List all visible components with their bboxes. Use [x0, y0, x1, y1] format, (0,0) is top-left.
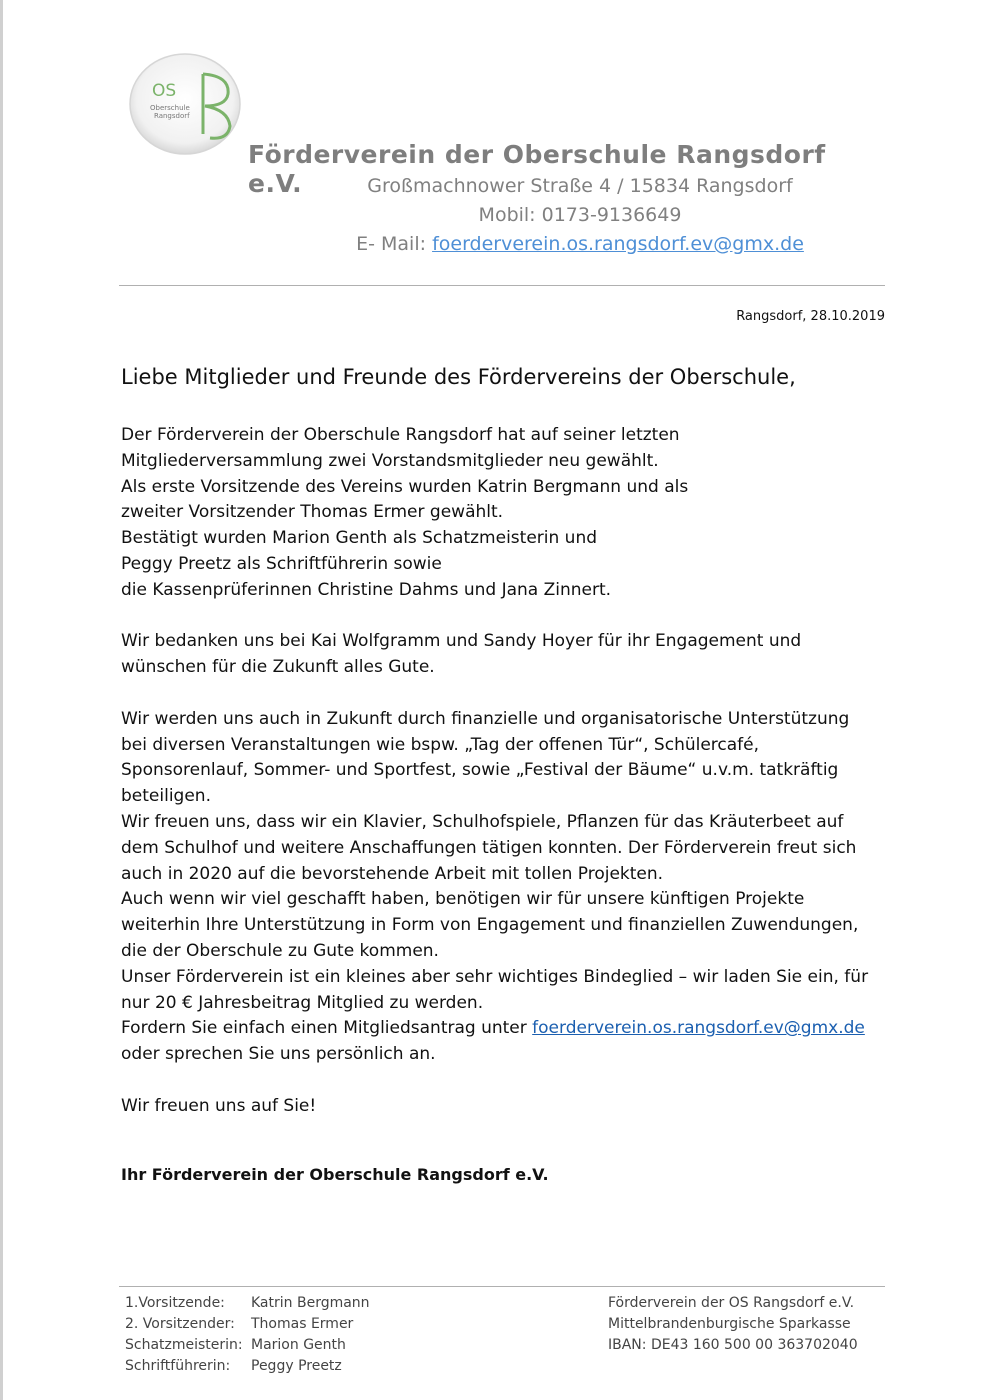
body-email-link[interactable]: foerderverein.os.rangsdorf.ev@gmx.de — [532, 1018, 865, 1039]
text-line: Sponsorenlauf, Sommer- und Sportfest, sowie „Festival der Bäume“ u.v.m. tatkräftig — [121, 760, 839, 781]
text-line: zweiter Vorsitzender Thomas Ermer gewählt. — [121, 502, 504, 523]
bank-details — [608, 1293, 858, 1356]
text-line: Als erste Vorsitzende des Vereins wurden Katrin Bergmann und als — [121, 476, 689, 497]
page-edge — [0, 0, 3, 1400]
board-name: Marion Genth — [251, 1337, 346, 1353]
header-email-link[interactable]: foerderverein.os.rangsdorf.ev@gmx.de — [432, 233, 804, 255]
text-line: bei diversen Veranstaltungen wie bspw. „Tag der offenen Tür“, Schülercafé, — [121, 734, 760, 755]
text-line: nur 20 € Jahresbeitrag Mitglied zu werden. — [121, 992, 484, 1013]
bank-line: Mittelbrandenburgische Sparkasse — [608, 1316, 851, 1332]
text-line: wünschen für die Zukunft alles Gute. — [121, 657, 435, 678]
letter-body — [121, 423, 921, 1120]
paragraph-3 — [121, 707, 921, 1068]
logo-text-1: Oberschule — [150, 104, 190, 112]
text-line: oder sprechen Sie uns persönlich an. — [121, 1044, 436, 1065]
text-line: Wir freuen uns, dass wir ein Klavier, Schulhofspiele, Pflanzen für das Kräuterbeet auf — [121, 811, 844, 832]
mobile-number: Mobil: 0173-9136649 — [478, 204, 682, 226]
text-line: weiterhin Ihre Unterstützung in Form von Engagement und finanziellen Zuwendungen, — [121, 915, 859, 936]
closing-line: Wir freuen uns auf Sie! — [121, 1095, 317, 1116]
logo-letters: OS — [152, 81, 177, 101]
board-row — [125, 1335, 370, 1356]
text-line: auch in 2020 auf die bevorstehende Arbeit mit tollen Projekten. — [121, 863, 664, 884]
paragraph-2 — [121, 629, 921, 681]
org-name: Förderverein der Oberschule Rangsdorf e.V. — [248, 140, 826, 198]
board-members — [125, 1293, 370, 1377]
board-role: Schriftführerin: — [125, 1358, 231, 1374]
board-name: Thomas Ermer — [251, 1316, 354, 1332]
text-line: Wir bedanken uns bei Kai Wolfgramm und Sandy Hoyer für ihr Engagement und — [121, 631, 802, 652]
text-line: Wir werden uns auch in Zukunft durch finanzielle und organisatorische Unterstützung — [121, 708, 850, 729]
text-line: Der Förderverein der Oberschule Rangsdorf hat auf seiner letzten — [121, 425, 680, 445]
letter-date: Rangsdorf, 28.10.2019 — [736, 309, 885, 324]
text-line: Bestätigt wurden Marion Genth als Schatzmeisterin und — [121, 528, 598, 549]
signature: Ihr Förderverein der Oberschule Rangsdorf e.V. — [121, 1165, 549, 1184]
address: Großmachnower Straße 4 / 15834 Rangsdorf — [367, 175, 793, 197]
salutation: Liebe Mitglieder und Freunde des Fördervereins der Oberschule, — [121, 365, 796, 389]
email-line — [300, 233, 860, 255]
board-name: Peggy Preetz — [251, 1358, 342, 1374]
iban-line: IBAN: DE43 160 500 00 363702040 — [608, 1337, 858, 1353]
board-role: Schatzmeisterin: — [125, 1337, 243, 1353]
request-line — [121, 1016, 921, 1042]
text-line: beteiligen. — [121, 786, 211, 807]
footer-divider — [119, 1286, 885, 1287]
paragraph-1 — [121, 423, 921, 604]
board-name: Katrin Bergmann — [251, 1295, 370, 1311]
request-prefix: Fordern Sie einfach einen Mitgliedsantrag unter — [121, 1018, 533, 1039]
school-logo — [128, 52, 242, 156]
board-role: 1.Vorsitzende: — [125, 1295, 225, 1311]
email-label: E- Mail: — [356, 233, 427, 255]
board-row — [125, 1356, 370, 1377]
header-divider — [119, 285, 885, 286]
text-line: dem Schulhof und weitere Anschaffungen tätigen konnten. Der Förderverein freut sich — [121, 837, 857, 858]
board-row — [125, 1314, 370, 1335]
logo-text-2: Rangsdorf — [154, 112, 190, 120]
board-row — [125, 1293, 370, 1314]
text-line: Peggy Preetz als Schriftführerin sowie — [121, 553, 442, 574]
bank-line: Förderverein der OS Rangsdorf e.V. — [608, 1295, 855, 1311]
board-role: 2. Vorsitzender: — [125, 1316, 235, 1332]
text-line: die der Oberschule zu Gute kommen. — [121, 940, 439, 961]
text-line: Auch wenn wir viel geschafft haben, benötigen wir für unsere künftigen Projekte — [121, 889, 805, 910]
text-line: Mitgliederversammlung zwei Vorstandsmitglieder neu gewählt. — [121, 450, 659, 471]
text-line: Unser Förderverein ist ein kleines aber sehr wichtiges Bindeglied – wir laden Sie ein, für — [121, 966, 869, 987]
text-line: die Kassenprüferinnen Christine Dahms und Jana Zinnert. — [121, 579, 612, 600]
